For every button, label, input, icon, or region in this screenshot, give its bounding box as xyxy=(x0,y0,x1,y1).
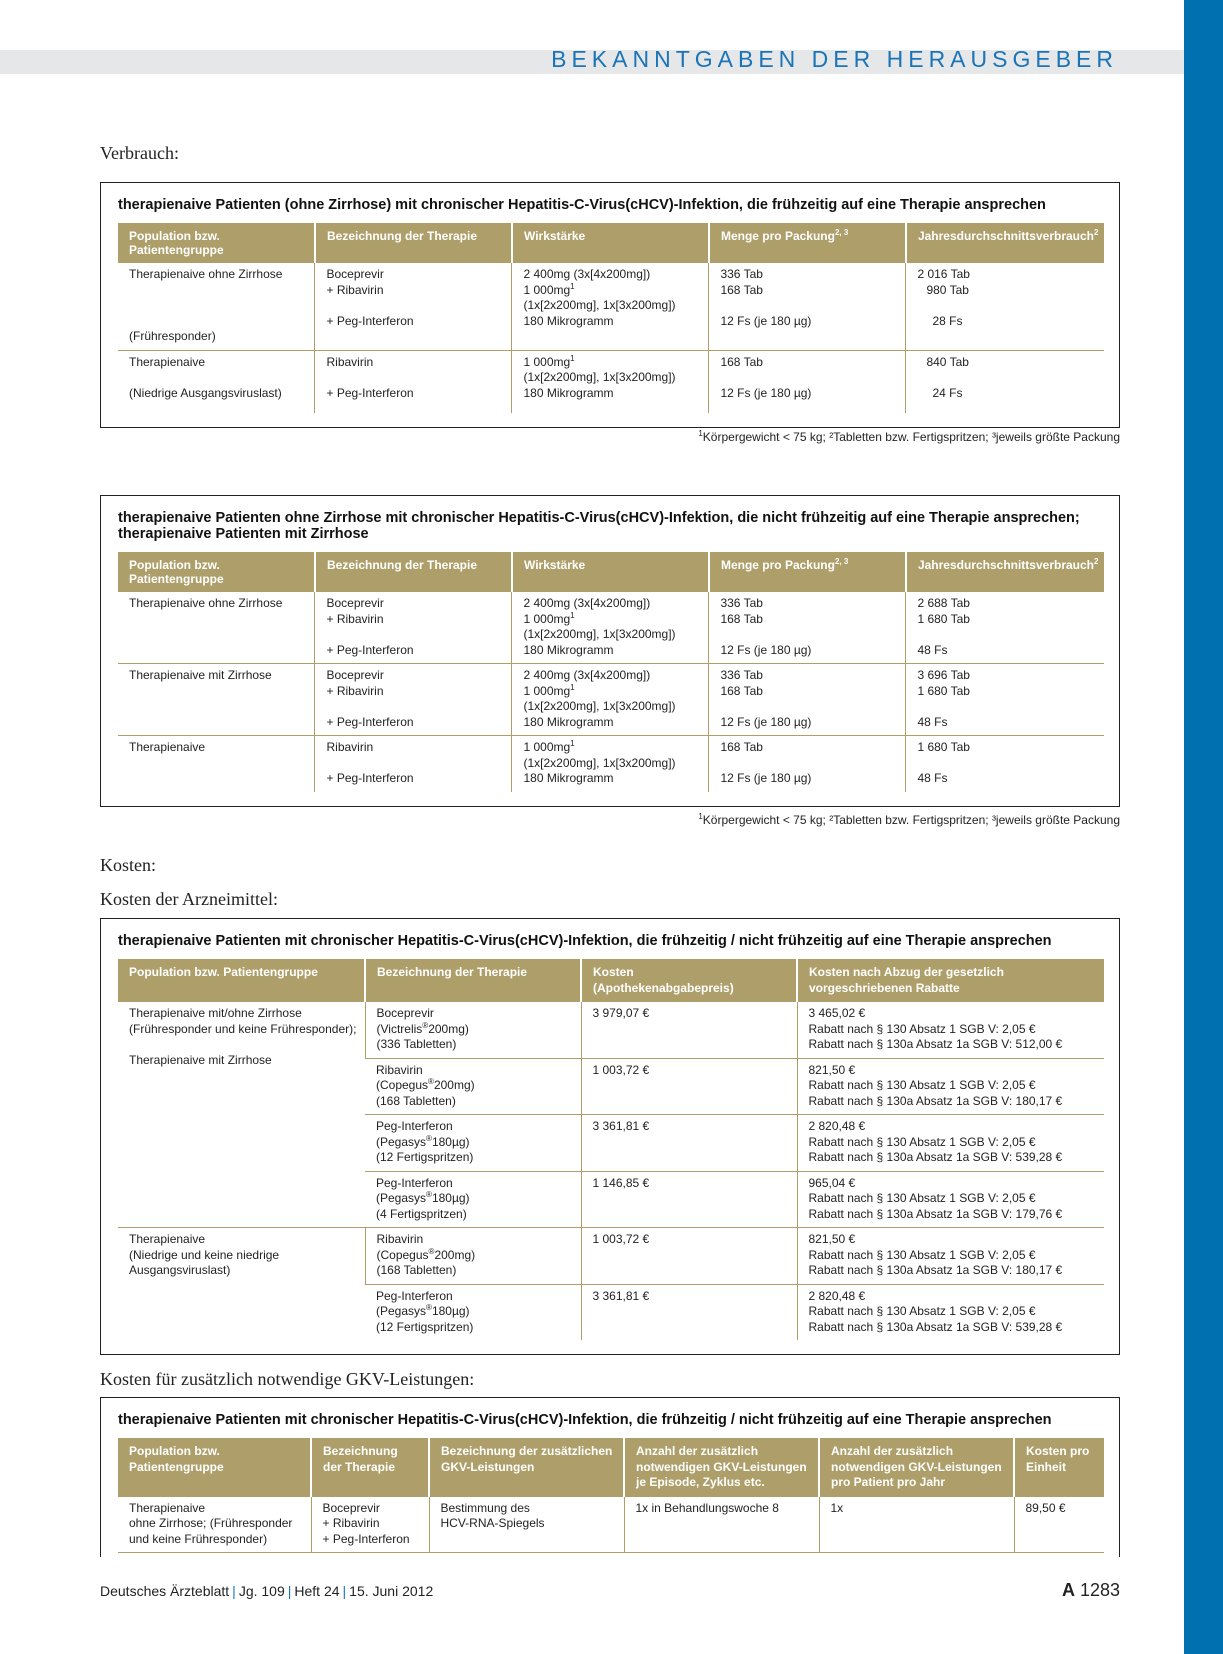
cell-text: 3 361,81 € xyxy=(592,1119,650,1133)
strength-cell: 1 $000mg^1$ (1x[2x200mg], 1x[3x200mg]) 180 Mikrogramm xyxy=(512,736,709,792)
net-cost-cell xyxy=(797,1228,1104,1285)
cell-text: (1x[2x200mg], 1x[3x200mg]) xyxy=(523,755,676,770)
cell-text: 1 003,72 € xyxy=(592,1232,650,1246)
cell-text: (Pegasys xyxy=(376,1134,427,1149)
table4 xyxy=(118,1438,1104,1553)
table2-title xyxy=(118,510,1119,542)
header-line: notwendigen GKV-Leistungen xyxy=(636,1459,807,1474)
table2-header xyxy=(906,552,1104,592)
header-sup: 2, 3 xyxy=(834,557,849,566)
header-sup: 2 xyxy=(1094,557,1099,566)
strength-cell: 2 400mg (3x[4x200mg]) 1 $000mg^1$ (1x[2x200mg], 1x[3x200mg]) 180 Mikrogramm xyxy=(512,592,709,664)
table3-header: Bezeichnung der Therapie xyxy=(365,959,581,1002)
header-line: (Apothekenabgabepreis) xyxy=(593,980,734,995)
cell-text: Peg-Interferon xyxy=(376,1119,453,1133)
side-color-bar xyxy=(1184,0,1223,1654)
cell-text: Rabatt nach § 130 Absatz 1 SGB V: 2,05 € xyxy=(808,1304,1036,1318)
strength-cell: 2 400mg (3x[4x200mg]) 1 $000mg^1$ (1x[2x200mg], 1x[3x200mg]) 180 Mikrogramm xyxy=(512,263,709,350)
quantity-cell xyxy=(709,263,906,350)
cell-text: + Peg-Interferon xyxy=(326,313,414,328)
cell-text: 168 Tab xyxy=(720,282,763,297)
net-cost-cell xyxy=(797,1115,1104,1172)
table2-box xyxy=(100,495,1120,807)
table-row xyxy=(118,1002,1104,1058)
population-cell xyxy=(118,1002,365,1228)
cell-text: 48 Fs xyxy=(917,714,948,729)
cell-text: 2 820,48 € xyxy=(808,1119,866,1133)
table1-header: Population bzw. Patientengruppe xyxy=(118,223,315,263)
cell-text: (Copegus xyxy=(376,1247,429,1262)
quantity-cell xyxy=(709,664,906,736)
cell-text: (Frühresponder) xyxy=(129,329,216,343)
table1-header: Bezeichnung der Therapie xyxy=(315,223,512,263)
cell-text: Therapienaive mit/ohne Zirrhose xyxy=(129,1006,302,1020)
cell-text: Boceprevir xyxy=(376,1006,434,1020)
cell-text: + Ribavirin xyxy=(326,683,384,698)
cell-text: 48 Fs xyxy=(917,642,948,657)
header-line: GKV-Leistungen xyxy=(441,1459,535,1474)
cell-text: Ribavirin xyxy=(376,1232,424,1246)
cell-text: 12 Fs (je 180 µg) xyxy=(720,642,812,657)
cell-text: 1 000mg xyxy=(523,740,571,754)
cell-text: + Peg-Interferon xyxy=(326,642,414,657)
cell-text: 1 680 Tab xyxy=(917,683,970,698)
cost-cell xyxy=(581,1115,797,1172)
annual-cell xyxy=(906,263,1104,350)
episode-count-cell xyxy=(624,1497,819,1553)
cell-text: 28 Fs xyxy=(932,313,963,328)
table2-header xyxy=(709,552,906,592)
header-label: Menge pro Packung xyxy=(720,229,835,243)
table3-box xyxy=(100,918,1120,1355)
therapy-cell: Peg-Interferon (Pegasys®180µg) (12 Fertigspritzen) xyxy=(365,1115,581,1172)
quantity-cell xyxy=(709,736,906,792)
cell-text: 2 400mg (3x[4x200mg]) xyxy=(523,267,651,281)
table-row xyxy=(118,263,1104,350)
cell-text: 1 000mg xyxy=(523,282,571,297)
table1 xyxy=(118,223,1104,413)
table2-header: Population bzw. Patientengruppe xyxy=(118,552,315,592)
cell-text: Ribavirin xyxy=(376,1062,423,1077)
cell-text: 1 680 Tab xyxy=(917,740,970,754)
header-line: Bezeichnung xyxy=(323,1444,398,1458)
cell-text: 1x xyxy=(830,1500,844,1515)
cell-text: Therapienaive xyxy=(129,1500,206,1515)
cell-text: Rabatt nach § 130a Absatz 1a SGB V: 539,28 € xyxy=(808,1150,1063,1164)
cell-text: 168 Tab xyxy=(720,683,763,698)
cell-text: Bestimmung des xyxy=(440,1500,530,1515)
table1-footnote: $^1$Körpergewicht < 75 kg; ²Tabletten bzw. Fertigspritzen; ³jeweils größte Packung xyxy=(698,429,1120,444)
header-line: Kosten nach Abzug der gesetzlich xyxy=(809,965,1004,979)
cell-text: 168 Tab xyxy=(720,611,763,626)
cell-text: (Pegasys xyxy=(376,1304,427,1318)
header-sup: 2, 3 xyxy=(834,228,849,237)
table4-header xyxy=(118,1438,311,1497)
table4-header xyxy=(624,1438,819,1497)
therapy-cell xyxy=(315,592,512,664)
cell-text: + Ribavirin xyxy=(326,611,384,626)
cell-text: 821,50 € xyxy=(808,1232,856,1246)
cell-text: 980 Tab xyxy=(926,282,969,297)
footnote-text: Körpergewicht < 75 kg; ²Tabletten bzw. Fertigspritzen; ³jeweils größte Packung xyxy=(702,813,1120,827)
footnote-text: Körpergewicht < 75 kg; ²Tabletten bzw. Fertigspritzen; ³jeweils größte Packung xyxy=(702,430,1120,444)
table1-title: therapienaive Patienten (ohne Zirrhose) mit chronischer Hepatitis-C-Virus(cHCV)-Infektion, die frühzeitig auf eine Therapie ansprechen xyxy=(118,197,1046,213)
unit-cost-cell xyxy=(1014,1497,1104,1553)
cell-text: Rabatt nach § 130a Absatz 1a SGB V: 180,17 € xyxy=(808,1093,1063,1108)
table2-footnote: $^1$Körpergewicht < 75 kg; ²Tabletten bzw. Fertigspritzen; ³jeweils größte Packung xyxy=(698,812,1120,827)
cell-text: (1x[2x200mg], 1x[3x200mg]) xyxy=(523,627,676,641)
header-line: vorgeschriebenen Rabatte xyxy=(809,980,960,995)
cell-text: (4 Fertigspritzen) xyxy=(376,1206,467,1221)
therapy-cell: Peg-Interferon (Pegasys®180µg) (4 Fertigspritzen) xyxy=(365,1171,581,1228)
header-sup: 2 xyxy=(1094,228,1099,237)
cost-cell xyxy=(581,1284,797,1340)
page-value: 1283 xyxy=(1079,1580,1120,1600)
cell-text: 180 Mikrogramm xyxy=(523,385,614,400)
population-cell xyxy=(118,1228,365,1341)
cell-text: 821,50 € xyxy=(808,1062,856,1077)
cell-text: (Frühresponder und keine Frühresponder); xyxy=(129,1021,357,1036)
table1-header: Wirkstärke xyxy=(512,223,709,263)
table-row xyxy=(118,592,1104,664)
cell-text: 24 Fs xyxy=(932,385,963,400)
annual-cell xyxy=(906,664,1104,736)
cell-text: 840 Tab xyxy=(926,354,969,369)
table4-title: therapienaive Patienten mit chronischer Hepatitis-C-Virus(cHCV)-Infektion, die frühzeitig / nicht frühzeitig auf eine Therapie ansprechen xyxy=(118,1412,1052,1428)
cost-cell xyxy=(581,1228,797,1285)
cell-text: 1 000mg xyxy=(523,611,571,626)
table-row xyxy=(118,736,1104,792)
cell-text: 180 Mikrogramm xyxy=(523,771,614,785)
table2-header-row xyxy=(118,552,1104,592)
cell-text: (1x[2x200mg], 1x[3x200mg]) xyxy=(523,298,676,312)
table1-box xyxy=(100,182,1120,428)
cell-text: 180 Mikrogramm xyxy=(523,714,614,729)
journal-name: Deutsches Ärzteblatt xyxy=(100,1583,230,1599)
cell-text: 200mg) xyxy=(428,1021,469,1036)
cell-text: + Peg-Interferon xyxy=(326,714,414,729)
cell-text: 336 Tab xyxy=(720,668,763,682)
cell-text: Boceprevir xyxy=(326,668,384,682)
journal-volume: Jg. 109 xyxy=(238,1583,285,1599)
table3-title: therapienaive Patienten mit chronischer Hepatitis-C-Virus(cHCV)-Infektion, die frühzeitig / nicht frühzeitig auf eine Therapie ansprechen xyxy=(118,933,1052,949)
section-kosten-arzneimittel: Kosten der Arzneimittel: xyxy=(100,889,278,909)
table4-header xyxy=(819,1438,1014,1497)
cell-text: Therapienaive mit Zirrhose xyxy=(129,1052,272,1067)
cost-cell xyxy=(581,1058,797,1115)
section-kosten-gkv: Kosten für zusätzlich notwendige GKV-Leistungen: xyxy=(100,1369,475,1389)
cell-text: 2 400mg (3x[4x200mg]) xyxy=(523,596,651,610)
cell-text: 180µg) xyxy=(431,1191,470,1205)
cell-text: Ausgangsviruslast) xyxy=(129,1263,231,1277)
cell-text: (12 Fertigspritzen) xyxy=(376,1150,474,1164)
cell-text: (Niedrige und keine niedrige xyxy=(129,1247,280,1262)
annual-cell xyxy=(906,592,1104,664)
cell-text: (1x[2x200mg], 1x[3x200mg]) xyxy=(523,370,676,384)
cell-text: 12 Fs (je 180 µg) xyxy=(720,385,812,400)
quantity-cell xyxy=(709,350,906,413)
table2-header: Bezeichnung der Therapie xyxy=(315,552,512,592)
cell-text: (Copegus xyxy=(376,1078,429,1092)
therapy-cell xyxy=(315,664,512,736)
page-prefix: A xyxy=(1061,1580,1075,1600)
table-row xyxy=(118,350,1104,413)
cell-text: (12 Fertigspritzen) xyxy=(376,1319,474,1334)
cell-text: 168 Tab xyxy=(720,354,763,369)
strength-cell: 2 400mg (3x[4x200mg]) 1 $000mg^1$ (1x[2x200mg], 1x[3x200mg]) 180 Mikrogramm xyxy=(512,664,709,736)
table1-header-row xyxy=(118,223,1104,263)
cell-text: 3 979,07 € xyxy=(592,1006,650,1020)
therapy-cell xyxy=(311,1497,429,1553)
cell-text: 1 000mg xyxy=(523,683,571,698)
cell-text: 1 003,72 € xyxy=(592,1062,650,1077)
cell-text: Ribavirin xyxy=(326,740,374,754)
cell-text: (Victrelis xyxy=(376,1021,423,1036)
net-cost-cell xyxy=(797,1171,1104,1228)
cell-text: 1 146,85 € xyxy=(592,1175,650,1190)
cell-text: Rabatt nach § 130a Absatz 1a SGB V: 179,76 € xyxy=(808,1206,1063,1221)
cell-text: 3 465,02 € xyxy=(808,1006,866,1020)
cell-text: 965,04 € xyxy=(808,1175,856,1190)
table3-header xyxy=(581,959,797,1002)
therapy-cell xyxy=(315,736,512,792)
therapy-cell xyxy=(315,263,512,350)
table3 xyxy=(118,959,1104,1340)
cell-text: 180µg) xyxy=(431,1304,470,1318)
cell-text: 2 016 Tab xyxy=(917,267,970,281)
cell-text: Rabatt nach § 130 Absatz 1 SGB V: 2,05 € xyxy=(808,1247,1036,1262)
page-number xyxy=(1062,1580,1120,1601)
cell-text: (1x[2x200mg], 1x[3x200mg]) xyxy=(523,699,676,713)
cell-text: 3 361,81 € xyxy=(592,1288,650,1303)
cell-text: Peg-Interferon xyxy=(376,1288,453,1303)
table-row xyxy=(118,1228,1104,1285)
population-cell xyxy=(118,263,315,350)
cell-text: (168 Tabletten) xyxy=(376,1263,457,1277)
header-line: pro Patient pro Jahr xyxy=(831,1475,946,1489)
cell-text: + Ribavirin xyxy=(326,282,384,297)
cell-text: Therapienaive mit Zirrhose xyxy=(129,668,272,682)
section-verbrauch: Verbrauch: xyxy=(100,143,179,163)
table3-header-row xyxy=(118,959,1104,1002)
cell-text: (Pegasys xyxy=(376,1191,427,1205)
therapy-cell: Ribavirin (Copegus®200mg) (168 Tabletten) xyxy=(365,1058,581,1115)
cell-text: Rabatt nach § 130 Absatz 1 SGB V: 2,05 € xyxy=(808,1134,1036,1149)
therapy-cell: Ribavirin (Copegus®200mg) (168 Tabletten) xyxy=(365,1228,581,1285)
net-cost-cell xyxy=(797,1284,1104,1340)
table4-header xyxy=(429,1438,624,1497)
cell-text: 180 Mikrogramm xyxy=(523,313,614,328)
population-cell xyxy=(118,1497,311,1553)
table4-header xyxy=(1014,1438,1104,1497)
header-label: Jahresdurchschnittsverbrauch xyxy=(917,229,1094,243)
cell-text: 1 000mg xyxy=(523,354,571,369)
table2-header: Wirkstärke xyxy=(512,552,709,592)
population-cell xyxy=(118,592,315,664)
cell-text: 180µg) xyxy=(431,1134,470,1149)
cell-text: 1x in Behandlungswoche 8 xyxy=(635,1500,779,1515)
cell-text: 12 Fs (je 180 µg) xyxy=(720,313,812,328)
cell-text: + Peg-Interferon xyxy=(326,771,414,785)
cell-text: 2 820,48 € xyxy=(808,1288,866,1303)
cell-text: 12 Fs (je 180 µg) xyxy=(720,771,812,785)
cell-text: Therapienaive ohne Zirrhose xyxy=(129,596,283,610)
cell-text: + Peg-Interferon xyxy=(322,1531,410,1546)
header-line: Population bzw. xyxy=(129,1444,220,1458)
title-line: therapienaive Patienten mit Zirrhose xyxy=(118,526,369,542)
cell-text: 3 696 Tab xyxy=(917,668,970,682)
cell-text: Therapienaive xyxy=(129,1232,206,1246)
cell-text: 200mg) xyxy=(434,1247,476,1262)
table4-header-row xyxy=(118,1438,1104,1497)
cell-text: 1 680 Tab xyxy=(917,611,970,626)
cell-text: Ribavirin xyxy=(326,354,374,369)
table1-header xyxy=(709,223,906,263)
cell-text: 336 Tab xyxy=(720,267,763,281)
cell-text: Therapienaive xyxy=(129,740,206,754)
header-line: notwendigen GKV-Leistungen xyxy=(831,1459,1002,1474)
cell-text: 200mg) xyxy=(433,1078,475,1092)
cell-text: Boceprevir xyxy=(322,1500,380,1515)
table3-header xyxy=(797,959,1104,1002)
header-label: Jahresdurchschnittsverbrauch xyxy=(917,558,1094,572)
cost-cell xyxy=(581,1171,797,1228)
header-line: Anzahl der zusätzlich xyxy=(636,1444,759,1458)
journal-date: 15. Juni 2012 xyxy=(349,1583,434,1599)
cell-text: Rabatt nach § 130a Absatz 1a SGB V: 539,28 € xyxy=(808,1319,1063,1334)
annual-cell xyxy=(906,350,1104,413)
population-cell xyxy=(118,350,315,413)
table3-header: Population bzw. Patientengruppe xyxy=(118,959,365,1002)
table1-header xyxy=(906,223,1104,263)
table-row xyxy=(118,1497,1104,1553)
table2 xyxy=(118,552,1104,792)
header-line: Kosten pro xyxy=(1026,1444,1090,1458)
title-line: therapienaive Patienten ohne Zirrhose mit chronischer Hepatitis-C-Virus(cHCV)-Infektion, die nicht frühzeitig auf eine Therapie ansprechen; xyxy=(118,510,1080,526)
cell-text: Boceprevir xyxy=(326,596,384,610)
therapy-cell xyxy=(315,350,512,413)
cell-text: 2 688 Tab xyxy=(917,596,970,610)
net-cost-cell xyxy=(797,1058,1104,1115)
cell-text: + Ribavirin xyxy=(322,1516,380,1530)
cell-text: Peg-Interferon xyxy=(376,1175,453,1190)
cell-text: ohne Zirrhose; (Frühresponder xyxy=(129,1516,293,1530)
header-label: Menge pro Packung xyxy=(720,558,835,572)
cell-text: Therapienaive xyxy=(129,354,206,369)
cell-text: Boceprevir xyxy=(326,267,384,281)
cell-text: 336 Tab xyxy=(720,596,763,610)
cell-text: Rabatt nach § 130 Absatz 1 SGB V: 2,05 € xyxy=(808,1021,1036,1036)
population-cell xyxy=(118,736,315,792)
header-line: der Therapie xyxy=(323,1459,396,1474)
cell-text: HCV-RNA-Spiegels xyxy=(440,1516,545,1530)
cell-text: und keine Frühresponder) xyxy=(129,1531,268,1546)
cell-text: (Niedrige Ausgangsviruslast) xyxy=(129,385,282,400)
table4-box xyxy=(100,1397,1120,1557)
header-line: je Episode, Zyklus etc. xyxy=(636,1475,765,1489)
table4-header xyxy=(311,1438,429,1497)
section-kosten: Kosten: xyxy=(100,855,156,875)
cell-text: 48 Fs xyxy=(917,771,948,785)
cell-text: Rabatt nach § 130a Absatz 1a SGB V: 512,00 € xyxy=(808,1037,1063,1051)
quantity-cell xyxy=(709,592,906,664)
cell-text: (336 Tabletten) xyxy=(376,1037,457,1051)
cell-text: 180 Mikrogramm xyxy=(523,642,614,657)
cell-text: 168 Tab xyxy=(720,740,763,754)
journal-issue: Heft 24 xyxy=(294,1583,340,1599)
cell-text: Rabatt nach § 130 Absatz 1 SGB V: 2,05 € xyxy=(808,1191,1036,1205)
header-line: Anzahl der zusätzlich xyxy=(831,1444,954,1458)
cell-text: 2 400mg (3x[4x200mg]) xyxy=(523,668,651,682)
table-row xyxy=(118,664,1104,736)
population-cell xyxy=(118,664,315,736)
cost-cell xyxy=(581,1002,797,1058)
cell-text: (168 Tabletten) xyxy=(376,1093,456,1108)
net-cost-cell xyxy=(797,1002,1104,1058)
annual-count-cell xyxy=(819,1497,1014,1553)
cell-text: Therapienaive ohne Zirrhose xyxy=(129,267,283,281)
service-cell xyxy=(429,1497,624,1553)
header-line: Kosten xyxy=(593,965,634,979)
footer-citation: Deutsches Ärzteblatt | Jg. 109 | Heft 24 | 15. Juni 2012 xyxy=(100,1583,434,1599)
therapy-cell: Peg-Interferon (Pegasys®180µg) (12 Fertigspritzen) xyxy=(365,1284,581,1340)
header-line: Patientengruppe xyxy=(129,1459,224,1474)
cell-text: Rabatt nach § 130a Absatz 1a SGB V: 180,17 € xyxy=(808,1263,1063,1277)
cell-text: + Peg-Interferon xyxy=(326,385,414,400)
therapy-cell: Boceprevir (Victrelis®200mg) (336 Tabletten) xyxy=(365,1002,581,1058)
cell-text: 89,50 € xyxy=(1025,1500,1066,1515)
cell-text: 12 Fs (je 180 µg) xyxy=(720,714,812,729)
page-header-title: BEKANNTGABEN DER HERAUSGEBER xyxy=(551,46,1118,72)
cell-text: Rabatt nach § 130 Absatz 1 SGB V: 2,05 € xyxy=(808,1078,1036,1092)
header-line: Bezeichnung der zusätzlichen xyxy=(441,1444,613,1458)
strength-cell: 1 $000mg^1$ (1x[2x200mg], 1x[3x200mg]) 180 Mikrogramm xyxy=(512,350,709,413)
header-line: Einheit xyxy=(1026,1459,1067,1474)
annual-cell xyxy=(906,736,1104,792)
